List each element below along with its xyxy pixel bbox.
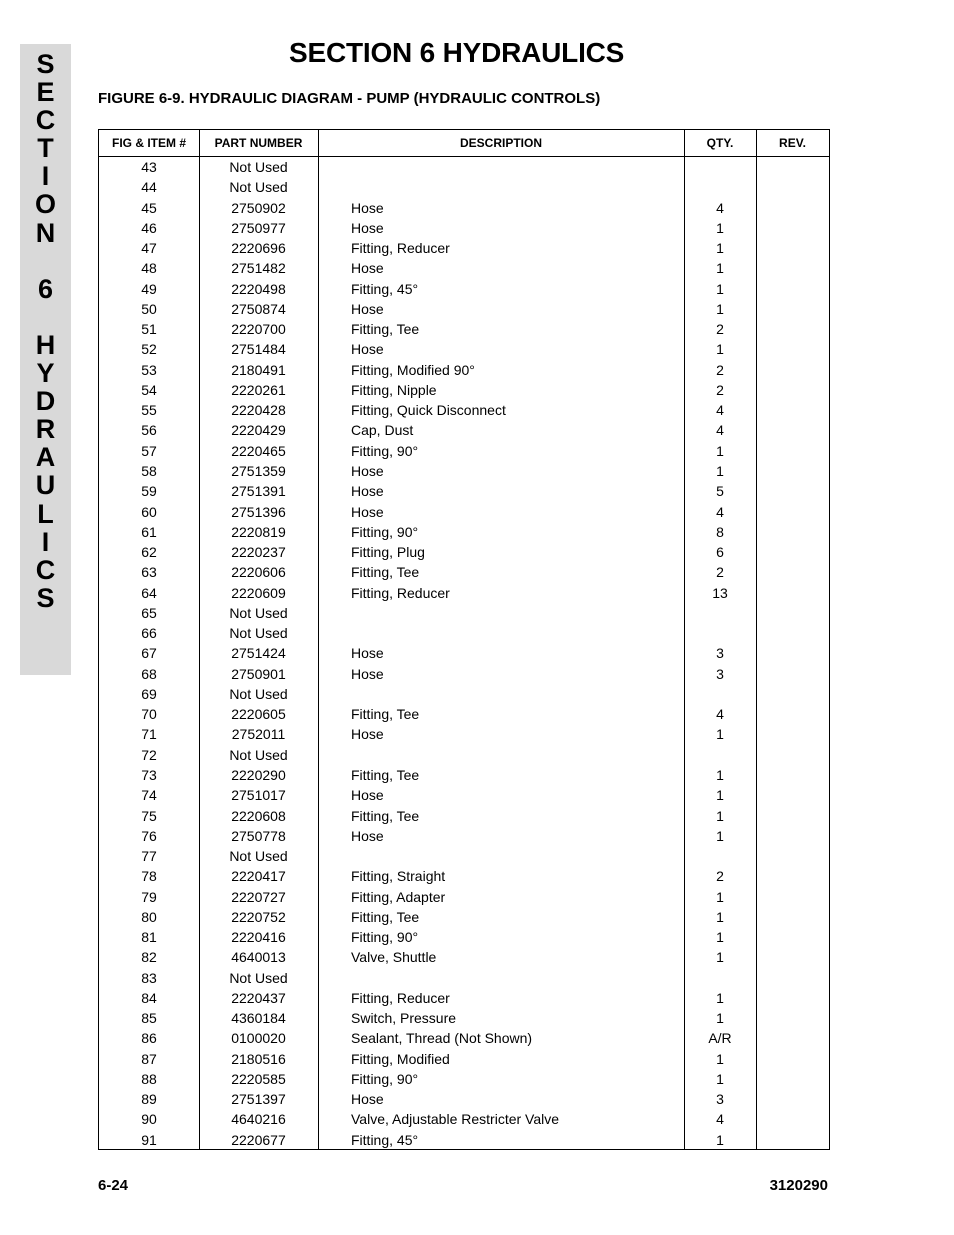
quantity-cell: A/R [708, 1030, 732, 1047]
quantity-cell: 1 [716, 827, 724, 844]
item-number-cell: 73 [141, 766, 157, 783]
description-cell [351, 158, 681, 178]
part-number-cell: 2220237 [231, 544, 286, 561]
part-number-cell: 2220608 [231, 807, 286, 824]
table-row [99, 786, 829, 806]
part-number-cell: 2220465 [231, 442, 286, 459]
description-cell [351, 847, 681, 867]
item-number-cell: 58 [141, 462, 157, 479]
quantity-cell: 1 [716, 240, 724, 257]
part-number-cell: 2750902 [231, 199, 286, 216]
part-number-cell: 2220609 [231, 584, 286, 601]
description-cell: Fitting, 45° [351, 280, 419, 297]
table-row [99, 503, 829, 523]
table-row [99, 969, 829, 989]
item-number-cell: 67 [141, 645, 157, 662]
part-number-cell: Not Used [229, 848, 288, 865]
item-number-cell: 79 [141, 888, 157, 905]
side-tab-letter: Y [36, 358, 55, 389]
item-number-cell: 45 [141, 199, 157, 216]
quantity-cell: 1 [716, 442, 724, 459]
quantity-cell [684, 178, 756, 198]
item-number-cell: 87 [141, 1050, 157, 1067]
part-number-cell: 2220437 [231, 989, 286, 1006]
table-row [99, 1050, 829, 1070]
description-cell: Fitting, 45° [351, 1131, 419, 1148]
item-number-cell: 88 [141, 1070, 157, 1087]
quantity-cell: 1 [716, 787, 724, 804]
description-cell: Fitting, Straight [351, 868, 446, 885]
document-number: 3120290 [769, 1177, 828, 1194]
part-number-cell: Not Used [229, 604, 288, 621]
page-title: SECTION 6 HYDRAULICS [289, 37, 625, 68]
item-number-cell: 48 [141, 260, 157, 277]
table-row [99, 766, 829, 786]
item-number-cell: 70 [141, 706, 157, 723]
table-row [99, 948, 829, 968]
table-row [99, 401, 829, 421]
quantity-cell: 1 [716, 1070, 724, 1087]
table-row [99, 928, 829, 948]
description-cell: Hose [351, 341, 384, 358]
description-cell [351, 624, 681, 644]
item-number-cell: 47 [141, 240, 157, 257]
description-cell: Fitting, 90° [351, 523, 419, 540]
col-header-qty: QTY. [706, 136, 734, 150]
table-row [99, 989, 829, 1009]
part-number-cell: 2750778 [231, 827, 286, 844]
item-number-cell: 83 [141, 969, 157, 986]
part-number-cell: 0100020 [231, 1030, 286, 1047]
quantity-cell: 1 [716, 280, 724, 297]
part-number-cell: 2220605 [231, 706, 286, 723]
table-row [99, 867, 829, 887]
description-cell [351, 746, 681, 766]
item-number-cell: 43 [141, 159, 157, 175]
part-number-cell: 2220290 [231, 766, 286, 783]
item-number-cell: 65 [141, 604, 157, 621]
quantity-cell: 1 [716, 989, 724, 1006]
description-cell: Hose [351, 483, 384, 500]
table-row [99, 746, 829, 766]
item-number-cell: 56 [141, 422, 157, 439]
part-number-cell: 2220819 [231, 523, 286, 540]
quantity-cell [684, 158, 756, 178]
quantity-cell: 8 [716, 523, 724, 540]
item-number-cell: 69 [141, 685, 157, 702]
quantity-cell: 3 [716, 1091, 724, 1108]
col-header-description: DESCRIPTION [459, 136, 542, 150]
item-number-cell: 55 [141, 402, 157, 419]
description-cell: Fitting, 90° [351, 1070, 419, 1087]
part-number-cell: 2220417 [231, 868, 286, 885]
item-number-cell: 78 [141, 868, 157, 885]
side-tab-letter: I [41, 161, 50, 192]
item-number-cell: 89 [141, 1091, 157, 1108]
description-cell: Fitting, Plug [351, 544, 425, 561]
quantity-cell: 1 [716, 1050, 724, 1067]
part-number-cell: 2751397 [231, 1091, 286, 1108]
item-number-cell: 54 [141, 381, 157, 398]
quantity-cell: 4 [716, 1111, 724, 1128]
quantity-cell: 1 [716, 949, 724, 966]
description-cell: Fitting, Nipple [351, 381, 437, 398]
quantity-cell: 1 [716, 1131, 724, 1148]
part-number-cell: 2220416 [231, 929, 286, 946]
quantity-cell: 6 [716, 544, 724, 561]
quantity-cell: 1 [716, 219, 724, 236]
quantity-cell [684, 746, 756, 766]
item-number-cell: 82 [141, 949, 157, 966]
description-cell: Hose [351, 665, 384, 682]
description-cell: Valve, Shuttle [351, 949, 437, 966]
table-row [99, 381, 829, 401]
part-number-cell: 2220677 [231, 1131, 286, 1148]
description-cell: Hose [351, 503, 384, 520]
quantity-cell: 1 [716, 341, 724, 358]
table-row [99, 604, 829, 624]
table-row [99, 685, 829, 705]
part-number-cell: 2751359 [231, 462, 286, 479]
side-tab-letter: I [41, 526, 50, 557]
table-row [99, 1110, 829, 1130]
description-cell: Hose [351, 726, 384, 743]
col-header-rev: REV. [779, 136, 806, 150]
item-number-cell: 62 [141, 544, 157, 561]
part-number-cell: 4640216 [231, 1111, 286, 1128]
part-number-cell: 2751424 [231, 645, 286, 662]
table-row [99, 543, 829, 563]
quantity-cell: 2 [716, 361, 724, 378]
side-tab-letter: S [36, 49, 55, 79]
quantity-cell: 4 [716, 422, 724, 439]
page-number: 6-24 [98, 1177, 129, 1194]
part-number-cell: 2220428 [231, 402, 286, 419]
quantity-cell: 2 [716, 321, 724, 338]
description-cell: Fitting, Tee [351, 706, 420, 723]
item-number-cell: 77 [141, 848, 157, 865]
table-header [99, 130, 829, 157]
part-number-cell: 2751396 [231, 503, 286, 520]
quantity-cell: 1 [716, 766, 724, 783]
item-number-cell: 64 [141, 584, 157, 601]
col-header-item: FIG & ITEM # [111, 136, 186, 150]
part-number-cell: 2751017 [231, 787, 286, 804]
quantity-cell: 1 [716, 726, 724, 743]
table-row [99, 1070, 829, 1090]
part-number-cell: Not Used [229, 179, 288, 196]
part-number-cell: 2180516 [231, 1050, 286, 1067]
part-number-cell: Not Used [229, 159, 288, 175]
description-cell: Fitting, 90° [351, 929, 419, 946]
item-number-cell: 86 [141, 1030, 157, 1047]
description-cell: Fitting, 90° [351, 442, 419, 459]
side-tab-letter: T [37, 133, 54, 164]
table-row [99, 644, 829, 664]
side-tab-letter: H [35, 329, 56, 360]
table-row [99, 300, 829, 320]
description-cell: Cap, Dust [351, 422, 414, 439]
side-tab-letter: 6 [37, 273, 54, 304]
item-number-cell: 51 [141, 321, 157, 338]
part-number-cell: 2180491 [231, 361, 286, 378]
part-number-cell: Not Used [229, 625, 288, 642]
part-number-cell: 2220429 [231, 422, 286, 439]
item-number-cell: 52 [141, 341, 157, 358]
table-row [99, 280, 829, 300]
item-number-cell: 44 [141, 179, 157, 196]
part-number-cell: 2220727 [231, 888, 286, 905]
part-number-cell: 2220696 [231, 240, 286, 257]
table-row [99, 219, 829, 239]
part-number-cell: 2750977 [231, 219, 286, 236]
figure-title: FIGURE 6-9. HYDRAULIC DIAGRAM - PUMP (HYDRAULIC CONTROLS) [98, 90, 601, 107]
item-number-cell: 61 [141, 523, 157, 540]
side-tab-letter: D [35, 386, 56, 417]
part-number-cell: Not Used [229, 969, 288, 986]
item-number-cell: 46 [141, 219, 157, 236]
quantity-cell [684, 685, 756, 705]
quantity-cell: 2 [716, 381, 724, 398]
side-tab-letter: U [35, 470, 56, 501]
description-cell [351, 685, 681, 705]
description-cell: Hose [351, 462, 384, 479]
part-number-cell: 2751484 [231, 341, 286, 358]
description-cell: Hose [351, 300, 384, 317]
side-tab-letter: C [35, 554, 56, 585]
quantity-cell: 1 [716, 260, 724, 277]
quantity-cell: 1 [716, 929, 724, 946]
table-row [99, 239, 829, 259]
item-number-cell: 76 [141, 827, 157, 844]
part-number-cell: 2220700 [231, 321, 286, 338]
part-number-cell: 2220585 [231, 1070, 286, 1087]
description-cell: Fitting, Quick Disconnect [351, 402, 506, 419]
part-number-cell: 4360184 [231, 1010, 286, 1027]
side-tab-letter: E [36, 77, 55, 108]
table-row [99, 199, 829, 219]
part-number-cell: Not Used [229, 685, 288, 702]
description-cell: Switch, Pressure [351, 1010, 457, 1027]
description-cell: Hose [351, 1091, 384, 1108]
quantity-cell: 4 [716, 503, 724, 520]
quantity-cell: 4 [716, 706, 724, 723]
description-cell: Sealant, Thread (Not Shown) [351, 1030, 533, 1047]
description-cell [351, 969, 681, 989]
quantity-cell: 3 [716, 645, 724, 662]
item-number-cell: 84 [141, 989, 157, 1006]
description-cell: Hose [351, 827, 384, 844]
quantity-cell [684, 624, 756, 644]
description-cell: Fitting, Tee [351, 564, 420, 581]
quantity-cell: 1 [716, 807, 724, 824]
table-row [99, 259, 829, 279]
part-number-cell: 2751391 [231, 483, 286, 500]
description-cell: Hose [351, 260, 384, 277]
table-row [99, 847, 829, 867]
side-tab-letter: N [35, 217, 56, 248]
description-cell: Valve, Adjustable Restricter Valve [351, 1111, 560, 1128]
part-number-cell: 2752011 [231, 726, 286, 743]
description-cell: Fitting, Modified [351, 1050, 450, 1067]
item-number-cell: 57 [141, 442, 157, 459]
table-row [99, 563, 829, 583]
table-row [99, 908, 829, 928]
table-row [99, 320, 829, 340]
part-number-cell: 2750874 [231, 300, 286, 317]
item-number-cell: 81 [141, 929, 157, 946]
side-tab-letter: C [35, 105, 56, 136]
part-number-cell: 2220261 [231, 381, 286, 398]
item-number-cell: 59 [141, 483, 157, 500]
table-row [99, 1029, 829, 1049]
quantity-cell: 1 [716, 1010, 724, 1027]
table-row [99, 421, 829, 441]
parts-table [98, 129, 830, 1150]
quantity-cell: 1 [716, 888, 724, 905]
quantity-cell: 1 [716, 462, 724, 479]
item-number-cell: 80 [141, 908, 157, 925]
item-number-cell: 85 [141, 1010, 157, 1027]
description-cell [351, 604, 681, 624]
item-number-cell: 63 [141, 564, 157, 581]
table-row [99, 624, 829, 644]
quantity-cell: 13 [712, 584, 728, 601]
table-body [99, 158, 829, 1151]
side-tab-letter: A [35, 442, 56, 473]
quantity-cell: 1 [716, 908, 724, 925]
quantity-cell: 5 [716, 483, 724, 500]
side-tab-letter: O [34, 189, 56, 220]
description-cell: Fitting, Reducer [351, 240, 450, 257]
description-cell: Fitting, Adapter [351, 888, 446, 905]
quantity-cell: 4 [716, 199, 724, 216]
description-cell: Hose [351, 645, 384, 662]
description-cell: Fitting, Tee [351, 807, 420, 824]
description-cell: Fitting, Tee [351, 321, 420, 338]
quantity-cell: 1 [716, 300, 724, 317]
part-number-cell: 2220606 [231, 564, 286, 581]
table-row [99, 158, 829, 178]
quantity-cell: 2 [716, 564, 724, 581]
item-number-cell: 71 [141, 726, 157, 743]
description-cell: Hose [351, 787, 384, 804]
table-row [99, 888, 829, 908]
side-tab-letter: R [35, 414, 56, 445]
table-row [99, 482, 829, 502]
table-row [99, 178, 829, 198]
description-cell: Fitting, Tee [351, 908, 420, 925]
table-row [99, 665, 829, 685]
quantity-cell: 4 [716, 402, 724, 419]
item-number-cell: 50 [141, 300, 157, 317]
table-row [99, 442, 829, 462]
part-number-cell: 2751482 [231, 260, 286, 277]
item-number-cell: 68 [141, 665, 157, 682]
table-row [99, 523, 829, 543]
part-number-cell: 2750901 [231, 665, 286, 682]
item-number-cell: 53 [141, 361, 157, 378]
quantity-cell [684, 847, 756, 867]
item-number-cell: 91 [141, 1131, 157, 1148]
table-row [99, 584, 829, 604]
side-tab-letter: L [37, 498, 54, 529]
item-number-cell: 49 [141, 280, 157, 297]
description-cell [351, 178, 681, 198]
quantity-cell: 3 [716, 665, 724, 682]
item-number-cell: 72 [141, 746, 157, 763]
description-cell: Hose [351, 199, 384, 216]
part-number-cell: 2220498 [231, 280, 286, 297]
description-cell: Fitting, Reducer [351, 989, 450, 1006]
part-number-cell: 2220752 [231, 908, 286, 925]
table-row [99, 361, 829, 381]
table-row [99, 807, 829, 827]
table-row [99, 1090, 829, 1110]
item-number-cell: 90 [141, 1111, 157, 1128]
table-row [99, 1131, 829, 1151]
description-cell: Fitting, Modified 90° [351, 361, 475, 378]
quantity-cell [684, 969, 756, 989]
quantity-cell [684, 604, 756, 624]
side-tab-letter: S [36, 582, 55, 613]
item-number-cell: 66 [141, 625, 157, 642]
col-header-part-number: PART NUMBER [214, 136, 303, 150]
part-number-cell: Not Used [229, 746, 288, 763]
table-row [99, 705, 829, 725]
part-number-cell: 4640013 [231, 949, 286, 966]
section-side-tab-text [20, 50, 71, 612]
item-number-cell: 74 [141, 787, 157, 804]
description-cell: Fitting, Reducer [351, 584, 450, 601]
quantity-cell: 2 [716, 868, 724, 885]
description-cell: Fitting, Tee [351, 766, 420, 783]
item-number-cell: 60 [141, 503, 157, 520]
description-cell: Hose [351, 219, 384, 236]
table-row [99, 462, 829, 482]
table-row [99, 725, 829, 745]
table-row [99, 1009, 829, 1029]
table-row [99, 340, 829, 360]
item-number-cell: 75 [141, 807, 157, 824]
table-row [99, 827, 829, 847]
